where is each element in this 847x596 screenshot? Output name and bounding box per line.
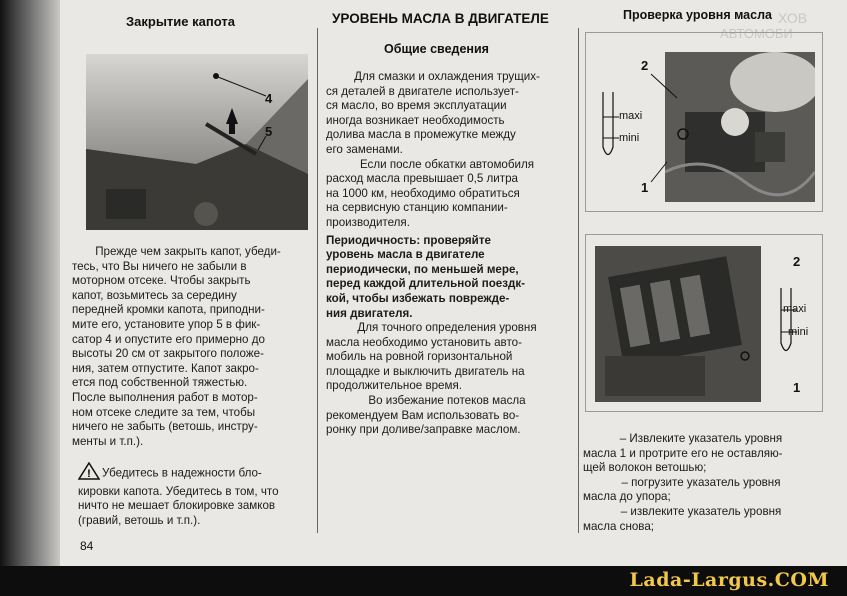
page-number: 84 — [80, 539, 94, 553]
callout-2: 2 — [641, 58, 649, 73]
step-line: масла 1 и протрите его не оставляю- — [583, 446, 783, 460]
warning-triangle-icon — [78, 462, 100, 485]
oil-general-text — [326, 70, 568, 438]
text-line: кировки капота. Убедитесь в том, что — [78, 484, 279, 498]
text-line: мите его, установите упор 5 в фик- — [72, 317, 261, 331]
gauge-min-label: mini — [788, 326, 809, 338]
text-line: Периодичность: проверяйте — [326, 233, 491, 247]
text-line: уровень масла в двигателе — [326, 248, 485, 262]
svg-text:!: ! — [87, 468, 91, 480]
callout-2: 2 — [793, 254, 801, 269]
engine-photo-top — [665, 52, 815, 202]
step-line: масла снова; — [583, 519, 654, 533]
text-line: мобиль на ровной горизонтальной — [326, 350, 513, 364]
step-line: – погрузите указатель уровня — [621, 475, 781, 489]
text-line: на 1000 км, необходимо обратиться — [326, 186, 520, 200]
section-title: Проверка уровня масла — [623, 8, 772, 22]
text-line: ся деталей в двигателе использует- — [326, 84, 519, 98]
gauge-min-label: mini — [619, 132, 640, 144]
text-line: ния двигателя. — [326, 306, 413, 320]
text-line: Во избежание потеков масла — [368, 394, 526, 408]
text-line: Для точного определения уровня — [357, 321, 537, 335]
text-line: ния, затем отпустите. Капот закро- — [72, 361, 259, 375]
dipstick-gauge-top — [599, 92, 621, 167]
text-line: высоты 20 см от закрытого положе- — [72, 347, 264, 361]
text-line: периодически, по меньшей мере, — [326, 262, 519, 276]
column-hood-closing — [68, 0, 313, 566]
site-watermark: Lada-Largus.COM — [629, 569, 829, 591]
hood-photo — [86, 54, 308, 230]
step-line: – извлеките указатель уровня — [620, 504, 782, 518]
engine-illustration-top — [665, 52, 815, 202]
callout-4: 4 — [265, 91, 273, 106]
leader-lines — [647, 70, 687, 190]
engine-illustration-bottom — [595, 246, 761, 402]
text-line: Убедитесь в надежности бло- — [102, 466, 262, 480]
text-line: иногда возникает необходимость — [326, 113, 505, 127]
text-line: долива масла в промежутке между — [326, 128, 516, 142]
text-line: на сервисную станцию компании- — [326, 201, 508, 215]
step-line: – Извлеките указатель уровня — [619, 432, 783, 445]
text-line: ронку при доливе/заправке маслом. — [326, 423, 521, 437]
text-line: продолжительное время. — [326, 379, 462, 393]
text-line: сатор 4 и опустите его примерно до — [72, 332, 265, 346]
text-line: рекомендуем Вам использовать во- — [326, 408, 520, 422]
gauge-max-label: maxi — [783, 303, 807, 315]
callout-1: 1 — [793, 380, 801, 395]
text-line: (гравий, ветошь и т.п.). — [78, 513, 201, 527]
column-oil-check — [583, 0, 823, 566]
gauge-max-label: maxi — [619, 110, 643, 122]
text-line: Если после обкатки автомобиля — [359, 157, 535, 171]
text-line: тесь, что Вы ничего не забыли в — [72, 259, 247, 273]
section-title: УРОВЕНЬ МАСЛА В ДВИГАТЕЛЕ — [332, 11, 549, 26]
step-line: масла до упора; — [583, 490, 671, 504]
show-through-text: ХОВ — [778, 10, 808, 26]
text-line: масла необходимо установить авто- — [326, 335, 522, 349]
text-line: ном отсеке следите за тем, чтобы — [72, 405, 256, 419]
oil-check-steps — [583, 432, 819, 534]
text-line: площадке и выключить двигатель на — [326, 364, 525, 378]
callout-5: 5 — [265, 124, 273, 139]
text-line: ничто не мешает блокировке замков — [78, 499, 276, 513]
page-spine-shadow — [0, 0, 60, 566]
text-line: После выполнения работ в мотор- — [72, 390, 258, 404]
text-line: менты и т.п.). — [72, 434, 144, 448]
text-line: расход масла превышает 0,5 литра — [326, 172, 518, 186]
text-line: ничего не забыть (ветошь, инстру- — [72, 420, 258, 434]
callout-1: 1 — [641, 180, 649, 195]
section-title: Закрытие капота — [126, 14, 235, 29]
subsection-title: Общие сведения — [384, 42, 489, 56]
text-line: капот, возьмитесь за середину — [72, 288, 237, 302]
hood-instructions — [72, 245, 304, 449]
engine-photo-bottom — [595, 246, 761, 402]
column-divider — [578, 28, 579, 533]
text-line: Прежде чем закрыть капот, убеди- — [95, 245, 281, 258]
hood-illustration — [86, 54, 308, 230]
column-divider — [317, 28, 318, 533]
text-line: Для смазки и охлаждения трущих- — [354, 70, 540, 83]
text-line: перед каждой длительной поездк- — [326, 277, 526, 291]
text-line: производителя. — [326, 215, 410, 229]
show-through-text: АВТОМОБИ — [720, 26, 793, 41]
hood-warning — [78, 462, 304, 528]
text-line: моторном отсеке. Чтобы закрыть — [72, 274, 251, 288]
step-line: щей волокон ветошью; — [583, 461, 707, 475]
text-line: ется под собственной тяжестью. — [72, 376, 248, 390]
text-line: передней кромки капота, приподни- — [72, 303, 265, 317]
text-line: кой, чтобы избежать поврежде- — [326, 291, 510, 305]
column-oil-level-general — [322, 0, 574, 566]
text-line: ся масло, во время эксплуатации — [326, 99, 507, 113]
text-line: его заменами. — [326, 142, 403, 156]
